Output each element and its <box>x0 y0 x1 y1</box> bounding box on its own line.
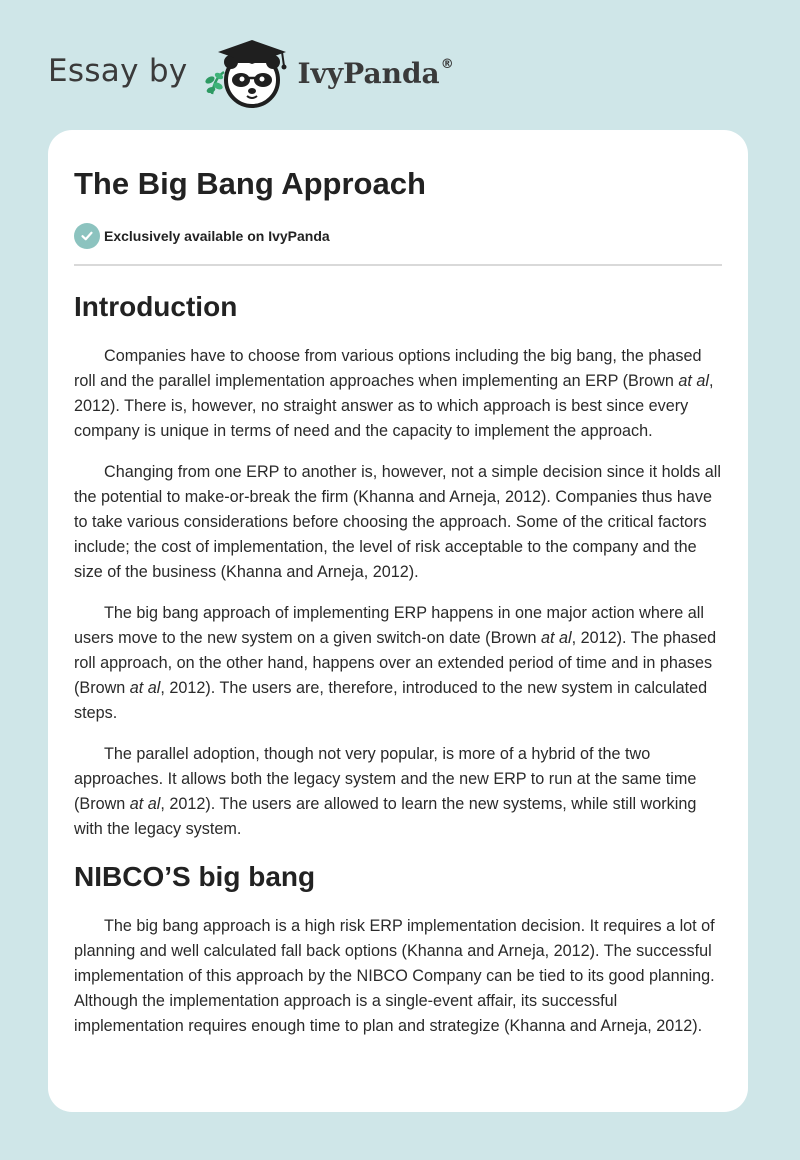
section-heading: NIBCO’S big bang <box>74 861 316 892</box>
paragraph: The big bang approach is a high risk ERP implementation decision. It requires a lot of planning and well calculated fall back options (Khanna and Arneja, 2012). The successful implementation of this approach by the NIBCO Company can be tied to its good planning. Although the implementation approach is a single-event affair, its successful implementation requires enough time to plan and strategize (Khanna and Arneja, 2012). <box>74 917 715 1035</box>
paragraph: The parallel adoption, though not very popular, is more of a hybrid of the two approaches. It allows both the legacy system and the new ERP to run at the same time (Brown at al, 2012). The users are allowed to learn the new systems, while still working with the legacy system. <box>74 745 697 838</box>
paragraph: Companies have to choose from various options including the big bang, the phased roll and the parallel implementation approaches when implementing an ERP (Brown at al, 2012). There is, however, no straight answer as to which approach is best since every company is unique in terms of need and the capacity to implement the approach. <box>74 347 714 440</box>
citation-italic: at al <box>129 679 161 697</box>
section-nibco-big-bang <box>74 860 722 1039</box>
section-heading: Introduction <box>74 291 238 322</box>
citation-italic: at al <box>129 795 161 813</box>
exclusive-label: Exclusively available on IvyPanda <box>104 228 330 244</box>
brand-name-text: IvyPanda <box>297 56 440 90</box>
registered-mark: ® <box>440 57 454 73</box>
essay-by-label: Essay by <box>48 53 188 89</box>
title-divider <box>74 264 722 266</box>
paragraph: Changing from one ERP to another is, however, not a simple decision since it holds all the potential to make-or-break the firm (Khanna and Arneja, 2012). Companies thus have to take various considerations before choosing the approach. Some of the critical factors include; the cost of implementation, the level of risk acceptable to the company and the size of the business (Khanna and Arneja, 2012). <box>74 463 721 581</box>
site-header <box>48 36 454 108</box>
essay-card <box>48 130 748 1112</box>
section-introduction <box>74 290 722 842</box>
citation-italic: at al <box>540 629 572 647</box>
check-icon <box>74 223 100 249</box>
brand-name[interactable] <box>298 57 454 90</box>
panda-logo-icon[interactable] <box>202 36 294 108</box>
paragraph: The big bang approach of implementing ERP happens in one major action where all users move to the new system on a given switch-on date (Brown at al, 2012). The phased roll approach, on the other hand, happens over an extended period of time and in phases (Brown at al, 2012). The users are, therefore, introduced to the new system in calculated steps. <box>74 604 717 722</box>
exclusive-badge <box>74 222 722 250</box>
citation-italic: at al <box>678 372 709 390</box>
page-title: The Big Bang Approach <box>74 166 426 201</box>
